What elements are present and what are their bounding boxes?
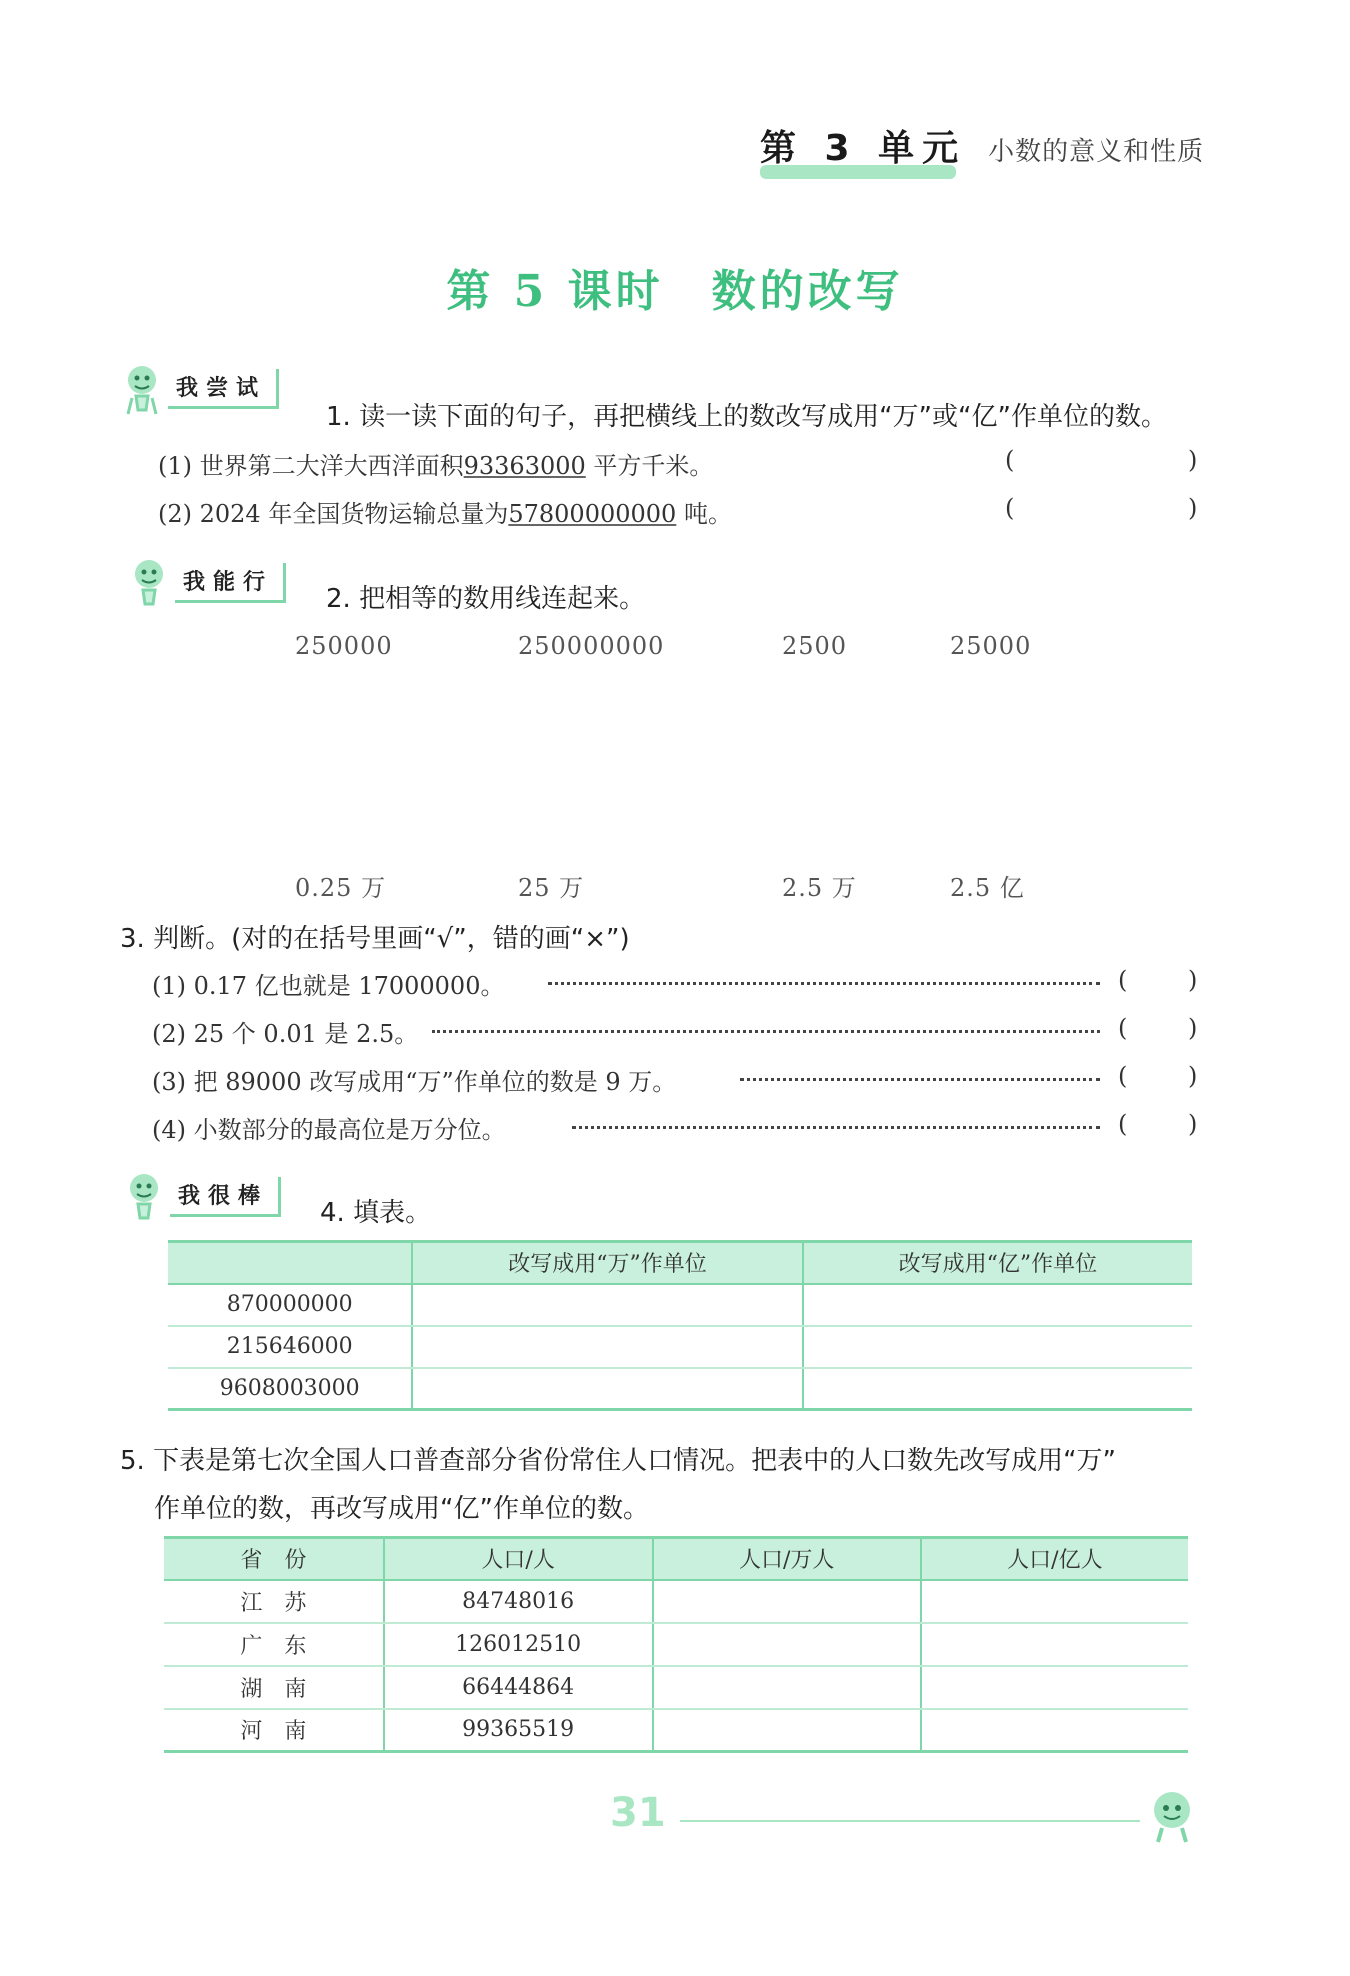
q2-top-3[interactable]: 2500 xyxy=(782,632,848,660)
q3-item-1-paren-close: ) xyxy=(1188,966,1198,994)
q1-item-2 xyxy=(158,494,732,529)
province-cell: 江 苏 xyxy=(164,1580,384,1623)
table-row xyxy=(164,1623,1188,1666)
table-answer-cell[interactable] xyxy=(803,1326,1192,1368)
q3-item-4-paren-open[interactable]: ( xyxy=(1118,1110,1128,1138)
table-header xyxy=(168,1242,412,1284)
table-answer-cell[interactable] xyxy=(921,1709,1188,1752)
q5-table xyxy=(164,1536,1188,1753)
table-cell-number: 9608003000 xyxy=(168,1368,412,1410)
mascot-icon xyxy=(118,362,166,416)
population-cell: 99365519 xyxy=(384,1709,653,1752)
q3-prompt: 3. 判断。(对的在括号里画“√”，错的画“×”) xyxy=(120,924,630,954)
q1-item-1 xyxy=(158,446,713,481)
population-cell: 66444864 xyxy=(384,1666,653,1709)
table-answer-cell[interactable] xyxy=(653,1709,921,1752)
unit-title: 第 3 单元 xyxy=(760,120,966,171)
unit-header xyxy=(760,120,1204,180)
table-header: 改写成用“万”作单位 xyxy=(412,1242,802,1284)
q3-item-3: (3) 把 89000 改写成用“万”作单位的数是 9 万。 xyxy=(152,1068,677,1096)
table-answer-cell[interactable] xyxy=(653,1580,921,1623)
q2-top-1[interactable]: 250000 xyxy=(295,632,393,660)
table-answer-cell[interactable] xyxy=(803,1284,1192,1326)
table-header: 人口/亿人 xyxy=(921,1538,1188,1580)
q1-item-2-suffix: 吨。 xyxy=(676,500,732,528)
table-answer-cell[interactable] xyxy=(653,1623,921,1666)
q5-prompt-line-2: 作单位的数，再改写成用“亿”作单位的数。 xyxy=(154,1494,649,1524)
badge-great xyxy=(120,1170,281,1224)
q2-top-4[interactable]: 25000 xyxy=(950,632,1032,660)
q1-item-2-paren-open[interactable]: ( xyxy=(1005,494,1015,522)
q2-bottom-3[interactable]: 2.5 万 xyxy=(782,874,857,902)
q3-item-1: (1) 0.17 亿也就是 17000000。 xyxy=(152,972,505,1000)
table-answer-cell[interactable] xyxy=(921,1580,1188,1623)
table-header: 改写成用“亿”作单位 xyxy=(803,1242,1192,1284)
province-cell: 湖 南 xyxy=(164,1666,384,1709)
table-header: 人口/万人 xyxy=(653,1538,921,1580)
table-answer-cell[interactable] xyxy=(412,1284,802,1326)
table-row xyxy=(164,1666,1188,1709)
table-answer-cell[interactable] xyxy=(412,1326,802,1368)
q3-item-2-paren-open[interactable]: ( xyxy=(1118,1014,1128,1042)
q3-item-4: (4) 小数部分的最高位是万分位。 xyxy=(152,1116,506,1144)
table-header: 省 份 xyxy=(164,1538,384,1580)
q2-prompt: 2. 把相等的数用线连起来。 xyxy=(326,584,646,614)
q1-prompt: 1. 读一读下面的句子，再把横线上的数改写成用“万”或“亿”作单位的数。 xyxy=(326,402,1167,432)
mascot-footer-icon xyxy=(1140,1782,1204,1850)
q4-prompt: 4. 填表。 xyxy=(320,1198,432,1228)
table-row xyxy=(168,1368,1192,1410)
table-header-row xyxy=(164,1538,1188,1580)
q3-item-2: (2) 25 个 0.01 是 2.5。 xyxy=(152,1020,419,1048)
table-answer-cell[interactable] xyxy=(653,1666,921,1709)
badge-label: 我尝试 xyxy=(168,369,279,409)
q1-item-2-paren-close: ) xyxy=(1188,494,1198,522)
table-answer-cell[interactable] xyxy=(921,1666,1188,1709)
leader-dots xyxy=(432,1030,1100,1033)
q1-item-1-paren-close: ) xyxy=(1188,446,1198,474)
table-row xyxy=(164,1709,1188,1752)
table-header: 人口/人 xyxy=(384,1538,653,1580)
population-cell: 84748016 xyxy=(384,1580,653,1623)
q2-top-2[interactable]: 250000000 xyxy=(518,632,665,660)
q3-item-4-paren-close: ) xyxy=(1188,1110,1198,1138)
q1-item-1-suffix: 平方千米。 xyxy=(585,452,714,480)
q5-prompt-line-1: 5. 下表是第七次全国人口普查部分省份常住人口情况。把表中的人口数先改写成用“万” xyxy=(120,1446,1117,1476)
q1-item-2-number: 57800000000 xyxy=(508,500,677,528)
q4-table xyxy=(168,1240,1192,1411)
lesson-title: 第 5 课时 数的改写 xyxy=(446,266,904,317)
table-row xyxy=(168,1326,1192,1368)
table-cell-number: 215646000 xyxy=(168,1326,412,1368)
leader-dots xyxy=(548,982,1100,985)
table-row xyxy=(164,1580,1188,1623)
q2-bottom-4[interactable]: 2.5 亿 xyxy=(950,874,1025,902)
province-cell: 广 东 xyxy=(164,1623,384,1666)
q1-item-1-prefix: (1) 世界第二大洋大西洋面积 xyxy=(158,452,464,480)
q2-bottom-2[interactable]: 25 万 xyxy=(518,874,585,902)
badge-label: 我能行 xyxy=(175,563,286,603)
q3-item-2-paren-close: ) xyxy=(1188,1014,1198,1042)
page-number: 31 xyxy=(610,1790,666,1836)
badge-try xyxy=(118,362,279,416)
mascot-icon xyxy=(120,1170,168,1224)
table-answer-cell[interactable] xyxy=(921,1623,1188,1666)
mascot-icon xyxy=(125,556,173,610)
leader-dots xyxy=(572,1126,1100,1129)
population-cell: 126012510 xyxy=(384,1623,653,1666)
table-answer-cell[interactable] xyxy=(803,1368,1192,1410)
q2-bottom-1[interactable]: 0.25 万 xyxy=(295,874,387,902)
q3-item-3-paren-open[interactable]: ( xyxy=(1118,1062,1128,1090)
table-answer-cell[interactable] xyxy=(412,1368,802,1410)
province-cell: 河 南 xyxy=(164,1709,384,1752)
q1-item-2-prefix: (2) 2024 年全国货物运输总量为 xyxy=(158,500,509,528)
table-row xyxy=(168,1284,1192,1326)
q1-item-1-number: 93363000 xyxy=(463,452,586,480)
unit-subtitle: 小数的意义和性质 xyxy=(988,137,1205,167)
badge-can xyxy=(125,556,286,610)
table-header-row xyxy=(168,1242,1192,1284)
leader-dots xyxy=(740,1078,1100,1081)
footer-divider xyxy=(680,1820,1140,1822)
table-cell-number: 870000000 xyxy=(168,1284,412,1326)
q1-item-1-paren-open[interactable]: ( xyxy=(1005,446,1015,474)
q3-item-3-paren-close: ) xyxy=(1188,1062,1198,1090)
q3-item-1-paren-open[interactable]: ( xyxy=(1118,966,1128,994)
badge-label: 我很棒 xyxy=(170,1177,281,1217)
